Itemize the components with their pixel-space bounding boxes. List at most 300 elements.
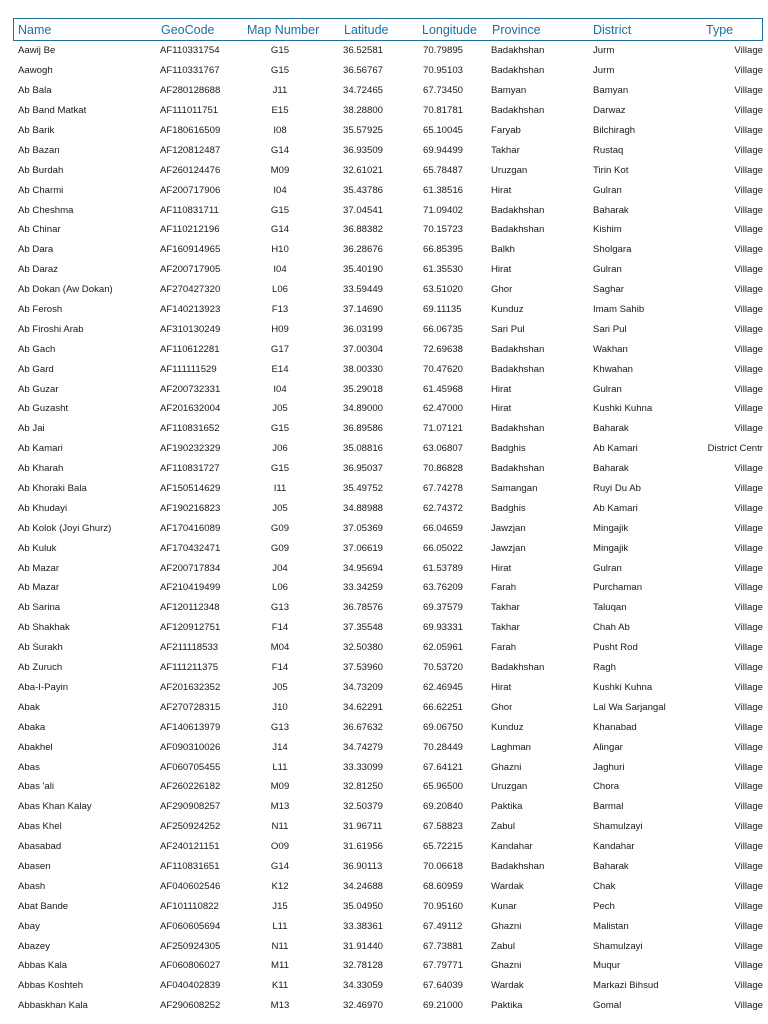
table-row[interactable] — [13, 817, 763, 837]
cell-geocode: AF111011751 — [160, 105, 219, 117]
table-row[interactable] — [13, 598, 763, 618]
cell-province: Hirat — [491, 184, 512, 196]
table-row[interactable] — [13, 41, 763, 61]
cell-latitude: 34.33059 — [343, 980, 384, 992]
cell-map-number: F14 — [271, 622, 289, 634]
table-row[interactable] — [13, 240, 763, 260]
cell-type: Village — [734, 423, 763, 435]
cell-geocode: AF200717906 — [160, 184, 221, 196]
table-row[interactable] — [13, 399, 763, 419]
cell-geocode: AF200717905 — [160, 264, 221, 276]
cell-district: Gulran — [593, 562, 622, 574]
cell-latitude: 37.53960 — [343, 662, 384, 674]
table-row[interactable] — [13, 876, 763, 896]
cell-type: Village — [734, 85, 763, 97]
cell-province: Badakhshan — [491, 65, 545, 77]
table-row[interactable] — [13, 280, 763, 300]
cell-geocode: AF140213923 — [160, 304, 221, 316]
cell-name: Ab Cheshma — [18, 204, 74, 216]
table-row[interactable] — [13, 479, 763, 499]
cell-longitude: 67.64121 — [423, 761, 464, 773]
table-header — [13, 18, 763, 41]
cell-longitude: 66.05022 — [423, 542, 464, 554]
cell-map-number: J05 — [272, 403, 288, 415]
column-header-district[interactable]: District — [593, 22, 632, 37]
table-row[interactable] — [13, 618, 763, 638]
cell-geocode: AF111111529 — [160, 363, 217, 375]
cell-geocode: AF120912751 — [160, 622, 221, 634]
cell-longitude: 67.49112 — [423, 920, 463, 932]
cell-longitude: 61.45968 — [423, 383, 464, 395]
cell-geocode: AF201632004 — [160, 403, 221, 415]
cell-longitude: 62.47000 — [423, 403, 464, 415]
cell-name: Ab Chinar — [18, 224, 61, 236]
table-row[interactable] — [13, 121, 763, 141]
cell-type: Village — [734, 323, 763, 335]
cell-longitude: 70.47620 — [423, 363, 464, 375]
table-row[interactable] — [13, 379, 763, 399]
cell-province: Takhar — [491, 622, 520, 634]
cell-longitude: 72.69638 — [423, 343, 464, 355]
cell-name: Abasen — [18, 860, 51, 872]
cell-type: Village — [734, 65, 763, 77]
cell-province: Hirat — [491, 264, 512, 276]
cell-longitude: 63.76209 — [423, 582, 464, 594]
cell-name: Ab Charmi — [18, 184, 64, 196]
cell-map-number: E14 — [271, 363, 289, 375]
cell-province: Farah — [491, 582, 517, 594]
cell-district: Alingar — [593, 741, 623, 753]
table-row[interactable] — [13, 797, 763, 817]
column-header-latitude[interactable]: Latitude — [344, 22, 389, 37]
cell-district: Kushki Kuhna — [593, 403, 653, 415]
cell-district: Jaghuri — [593, 761, 625, 773]
cell-latitude: 34.88988 — [343, 502, 384, 514]
cell-name: Abash — [18, 880, 46, 892]
cell-latitude: 36.89586 — [343, 423, 384, 435]
cell-district: Jurm — [593, 45, 615, 57]
column-header-map-number[interactable]: Map Number — [247, 22, 320, 37]
cell-geocode: AF200717834 — [160, 562, 221, 574]
cell-name: Ab Khoraki Bala — [18, 483, 87, 495]
cell-map-number: J15 — [272, 900, 288, 912]
cell-longitude: 65.78487 — [423, 164, 464, 176]
cell-type: Village — [734, 821, 763, 833]
cell-geocode: AF120812487 — [160, 144, 221, 156]
cell-longitude: 66.06735 — [423, 323, 464, 335]
cell-geocode: AF210419499 — [160, 582, 221, 594]
cell-type: Village — [734, 841, 763, 853]
cell-latitude: 34.74279 — [343, 741, 384, 753]
cell-longitude: 70.15723 — [423, 224, 464, 236]
cell-district: Markazi Bihsud — [593, 980, 659, 992]
cell-geocode: AF060605694 — [160, 920, 221, 932]
cell-geocode: AF200732331 — [160, 383, 221, 395]
cell-geocode: AF290908257 — [160, 801, 221, 813]
cell-map-number: G13 — [270, 602, 290, 614]
cell-name: Aawij Be — [18, 45, 56, 57]
column-header-name[interactable]: Name — [18, 22, 52, 37]
table-row[interactable] — [13, 419, 763, 439]
cell-geocode: AF101110822 — [160, 900, 219, 912]
table-row[interactable] — [13, 359, 763, 379]
cell-district: Bilchiragh — [593, 125, 636, 136]
cell-type: Village — [734, 164, 763, 176]
table-row[interactable] — [13, 140, 763, 160]
cell-district: Gulran — [593, 184, 622, 196]
table-row[interactable] — [13, 518, 763, 538]
cell-district: Kishim — [593, 224, 622, 236]
cell-map-number: M11 — [271, 960, 289, 972]
cell-map-number: J11 — [272, 85, 288, 97]
cell-district: Mingajik — [593, 522, 629, 534]
cell-name: Ab Gard — [18, 363, 54, 375]
cell-map-number: L11 — [272, 920, 288, 932]
table-row[interactable] — [13, 260, 763, 280]
table-row[interactable] — [13, 658, 763, 678]
cell-map-number: G15 — [270, 463, 290, 475]
cell-latitude: 32.50380 — [343, 642, 384, 654]
cell-type: Village — [734, 960, 763, 972]
table-row[interactable] — [13, 777, 763, 797]
cell-district: Shamulzayi — [593, 821, 643, 833]
cell-province: Balkh — [491, 244, 515, 256]
cell-latitude: 34.62291 — [343, 701, 384, 713]
cell-type: Village — [734, 781, 763, 793]
cell-district: Ragh — [593, 662, 616, 674]
cell-type: Village — [734, 343, 763, 355]
cell-longitude: 66.62251 — [423, 701, 464, 713]
cell-geocode: AF170416089 — [160, 522, 221, 534]
cell-district: Gulran — [593, 383, 622, 395]
cell-map-number: K11 — [271, 980, 289, 992]
cell-type: Village — [734, 721, 763, 733]
cell-geocode: AF250924252 — [160, 821, 221, 833]
table-row[interactable] — [13, 81, 763, 101]
table-row[interactable] — [13, 558, 763, 578]
table-row[interactable] — [13, 678, 763, 698]
cell-district: Baharak — [593, 204, 629, 216]
cell-latitude: 35.57925 — [343, 125, 384, 136]
table-row[interactable] — [13, 996, 763, 1016]
cell-name: Ab Ferosh — [18, 304, 63, 316]
table-row[interactable] — [13, 578, 763, 598]
cell-type: Village — [734, 483, 763, 495]
cell-map-number: I04 — [273, 264, 287, 276]
cell-geocode: AF190216823 — [160, 502, 221, 514]
cell-type: Village — [734, 383, 763, 395]
cell-province: Badakhshan — [491, 662, 545, 674]
cell-district: Ab Kamari — [593, 443, 638, 455]
cell-district: Shamulzayi — [593, 940, 643, 952]
table-row[interactable] — [13, 697, 763, 717]
cell-province: Badghis — [491, 443, 526, 455]
cell-map-number: J14 — [272, 741, 288, 753]
cell-map-number: I04 — [273, 184, 287, 196]
cell-latitude: 36.78576 — [343, 602, 384, 614]
cell-province: Ghor — [491, 284, 513, 296]
cell-province: Badakhshan — [491, 105, 545, 117]
column-header-province[interactable]: Province — [492, 22, 541, 37]
cell-district: Gomal — [593, 1000, 622, 1012]
cell-type: Village — [734, 801, 763, 813]
cell-type: Village — [734, 980, 763, 992]
cell-name: Abay — [18, 920, 40, 932]
cell-district: Baharak — [593, 423, 629, 435]
cell-latitude: 36.03199 — [343, 323, 384, 335]
cell-map-number: M13 — [270, 1000, 290, 1012]
cell-latitude: 37.35548 — [343, 622, 384, 634]
table-row[interactable] — [13, 180, 763, 200]
cell-latitude: 31.96711 — [343, 821, 383, 833]
cell-geocode: AF060806027 — [160, 960, 221, 972]
table-row[interactable] — [13, 538, 763, 558]
cell-longitude: 70.95160 — [423, 900, 464, 912]
cell-district: Chak — [593, 880, 616, 892]
cell-name: Ab Dara — [18, 244, 54, 256]
cell-name: Ab Kamari — [18, 443, 63, 455]
cell-district: Saghar — [593, 284, 624, 296]
cell-name: Abas — [18, 761, 40, 773]
cell-province: Takhar — [491, 144, 520, 156]
cell-name: Ab Surakh — [18, 642, 63, 654]
table-row[interactable] — [13, 61, 763, 81]
cell-longitude: 70.79895 — [423, 45, 464, 57]
cell-province: Badghis — [491, 502, 526, 514]
cell-longitude: 61.53789 — [423, 562, 464, 574]
cell-province: Kunduz — [491, 721, 524, 733]
cell-geocode: AF160914965 — [160, 244, 221, 256]
cell-longitude: 70.95103 — [423, 65, 464, 77]
cell-type: Village — [734, 403, 763, 415]
cell-geocode: AF150514629 — [160, 483, 221, 495]
table-row[interactable] — [13, 916, 763, 936]
cell-type: Village — [734, 602, 763, 614]
cell-province: Badakhshan — [491, 45, 545, 57]
table-row[interactable] — [13, 956, 763, 976]
cell-latitude: 36.56767 — [343, 65, 384, 77]
cell-latitude: 32.61021 — [343, 164, 384, 176]
cell-latitude: 35.04950 — [343, 900, 384, 912]
cell-type: Village — [734, 741, 763, 753]
cell-latitude: 35.49752 — [343, 483, 384, 495]
cell-type: Village — [734, 284, 763, 296]
cell-district: Baharak — [593, 860, 629, 872]
cell-longitude: 70.28449 — [423, 741, 464, 753]
cell-province: Ghor — [491, 701, 513, 713]
cell-type: Village — [734, 681, 763, 693]
cell-latitude: 35.40190 — [343, 264, 384, 276]
cell-name: Abbaskhan Kala — [18, 1000, 88, 1012]
cell-name: Ab Kuluk — [18, 542, 57, 554]
table-row[interactable] — [13, 717, 763, 737]
cell-district: Taluqan — [593, 602, 627, 614]
cell-name: Abas 'ali — [18, 781, 54, 793]
table-row[interactable] — [13, 896, 763, 916]
cell-type: Village — [734, 105, 763, 117]
cell-map-number: G17 — [270, 343, 290, 355]
table-row[interactable] — [13, 300, 763, 320]
cell-latitude: 37.14690 — [343, 304, 384, 316]
cell-geocode: AF260124476 — [160, 164, 221, 176]
cell-name: Ab Bazan — [18, 144, 60, 156]
table-row[interactable] — [13, 757, 763, 777]
cell-district: Bamyan — [593, 85, 629, 97]
cell-district: Sholgara — [593, 244, 632, 256]
cell-province: Ghazni — [491, 761, 522, 773]
cell-province: Laghman — [491, 741, 532, 753]
cell-map-number: H09 — [271, 323, 289, 335]
cell-geocode: AF201632352 — [160, 681, 221, 693]
table-row[interactable] — [13, 498, 763, 518]
cell-type: Village — [734, 761, 763, 773]
cell-province: Ghazni — [491, 960, 522, 972]
cell-map-number: N11 — [271, 821, 289, 833]
cell-name: Ab Mazar — [18, 562, 60, 574]
cell-district: Chora — [593, 781, 620, 793]
cell-name: Abat Bande — [18, 900, 69, 912]
cell-latitude: 33.34259 — [343, 582, 384, 594]
cell-type: Village — [734, 363, 763, 375]
cell-map-number: G09 — [270, 542, 290, 554]
cell-geocode: AF040602546 — [160, 880, 221, 892]
cell-name: Ab Barik — [18, 125, 55, 136]
cell-geocode: AF180616509 — [160, 125, 221, 136]
cell-latitude: 33.59449 — [343, 284, 384, 296]
cell-map-number: G14 — [270, 144, 290, 156]
table-row[interactable] — [13, 319, 763, 339]
cell-name: Ab Firoshi Arab — [18, 323, 84, 335]
cell-map-number: J06 — [272, 443, 288, 455]
cell-map-number: M04 — [270, 642, 290, 654]
cell-geocode: AF110831711 — [160, 204, 219, 216]
cell-latitude: 33.38361 — [343, 920, 384, 932]
column-header-longitude[interactable]: Longitude — [422, 22, 477, 37]
cell-province: Hirat — [491, 403, 512, 415]
cell-map-number: J05 — [272, 502, 288, 514]
table-row[interactable] — [13, 936, 763, 956]
table-row[interactable] — [13, 976, 763, 996]
cell-longitude: 63.51020 — [423, 284, 464, 296]
cell-province: Badakhshan — [491, 224, 545, 236]
cell-map-number: I11 — [273, 483, 287, 495]
table-row[interactable] — [13, 339, 763, 359]
cell-geocode: AF110331754 — [160, 45, 220, 57]
cell-latitude: 35.29018 — [343, 383, 384, 395]
table-row[interactable] — [13, 857, 763, 877]
cell-province: Kunduz — [491, 304, 524, 316]
table-row[interactable] — [13, 638, 763, 658]
table-row[interactable] — [13, 459, 763, 479]
cell-name: Ab Guzasht — [18, 403, 69, 415]
cell-longitude: 69.94499 — [423, 144, 464, 156]
cell-province: Jawzjan — [491, 542, 526, 554]
cell-province: Uruzgan — [491, 781, 528, 793]
cell-longitude: 65.10045 — [423, 125, 464, 136]
cell-district: Khwahan — [593, 363, 634, 375]
cell-map-number: G13 — [270, 721, 290, 733]
cell-longitude: 70.53720 — [423, 662, 464, 674]
cell-latitude: 35.08816 — [343, 443, 384, 455]
column-header-type[interactable]: Type — [706, 22, 734, 37]
cell-map-number: I04 — [273, 383, 287, 395]
cell-latitude: 34.73209 — [343, 681, 384, 693]
cell-map-number: F13 — [271, 304, 289, 316]
cell-district: Jurm — [593, 65, 615, 77]
cell-province: Hirat — [491, 562, 512, 574]
cell-map-number: G09 — [270, 522, 290, 534]
cell-province: Sari Pul — [491, 323, 525, 335]
cell-geocode: AF260226182 — [160, 781, 221, 793]
table-row[interactable] — [13, 160, 763, 180]
cell-latitude: 38.00330 — [343, 363, 384, 375]
table-row[interactable] — [13, 837, 763, 857]
cell-name: Abaka — [18, 721, 46, 733]
cell-type: District Centr — [707, 443, 763, 455]
cell-type: Village — [734, 562, 763, 574]
table-row[interactable] — [13, 737, 763, 757]
table-row[interactable] — [13, 439, 763, 459]
cell-type: Village — [734, 264, 763, 276]
cell-name: Abbas Koshteh — [18, 980, 84, 992]
cell-type: Village — [734, 184, 763, 196]
cell-map-number: L11 — [272, 761, 288, 773]
cell-latitude: 37.05369 — [343, 522, 384, 534]
cell-longitude: 69.20840 — [423, 801, 464, 813]
cell-name: Ab Sarina — [18, 602, 61, 614]
cell-name: Ab Guzar — [18, 383, 59, 395]
cell-latitude: 32.78128 — [343, 960, 384, 972]
cell-province: Kunar — [491, 900, 517, 912]
cell-longitude: 71.09402 — [423, 204, 464, 216]
cell-district: Lal Wa Sarjangal — [593, 701, 666, 713]
cell-latitude: 34.95694 — [343, 562, 384, 574]
cell-longitude: 67.74278 — [423, 483, 464, 495]
cell-longitude: 61.35530 — [423, 264, 464, 276]
cell-province: Badakhshan — [491, 463, 545, 475]
cell-map-number: G15 — [270, 423, 290, 435]
cell-map-number: M13 — [270, 801, 290, 813]
cell-province: Hirat — [491, 681, 512, 693]
cell-district: Rustaq — [593, 144, 624, 156]
cell-name: Abbas Kala — [18, 960, 68, 972]
cell-longitude: 67.73450 — [423, 85, 464, 97]
table-row[interactable] — [13, 101, 763, 121]
cell-geocode: AF060705455 — [160, 761, 221, 773]
cell-name: Ab Kolok (Joyi Ghurz) — [18, 522, 112, 534]
cell-map-number: N11 — [271, 940, 289, 952]
cell-geocode: AF110831651 — [160, 860, 220, 872]
column-header-geocode[interactable]: GeoCode — [161, 22, 215, 37]
cell-longitude: 62.46945 — [423, 681, 464, 693]
table-row[interactable] — [13, 200, 763, 220]
cell-district: Barmal — [593, 801, 624, 813]
cell-longitude: 65.72215 — [423, 841, 464, 853]
cell-geocode: AF110831727 — [160, 463, 220, 475]
cell-province: Badakhshan — [491, 343, 545, 355]
cell-type: Village — [734, 224, 763, 236]
cell-longitude: 67.79771 — [423, 960, 464, 972]
table-row[interactable] — [13, 220, 763, 240]
cell-type: Village — [734, 662, 763, 674]
cell-latitude: 37.04541 — [343, 204, 384, 216]
cell-name: Ab Mazar — [18, 582, 60, 594]
cell-latitude: 36.28676 — [343, 244, 384, 256]
cell-geocode: AF170432471 — [160, 542, 221, 554]
cell-district: Malistan — [593, 920, 629, 932]
cell-name: Ab Jai — [18, 423, 45, 435]
cell-province: Wardak — [491, 880, 524, 892]
